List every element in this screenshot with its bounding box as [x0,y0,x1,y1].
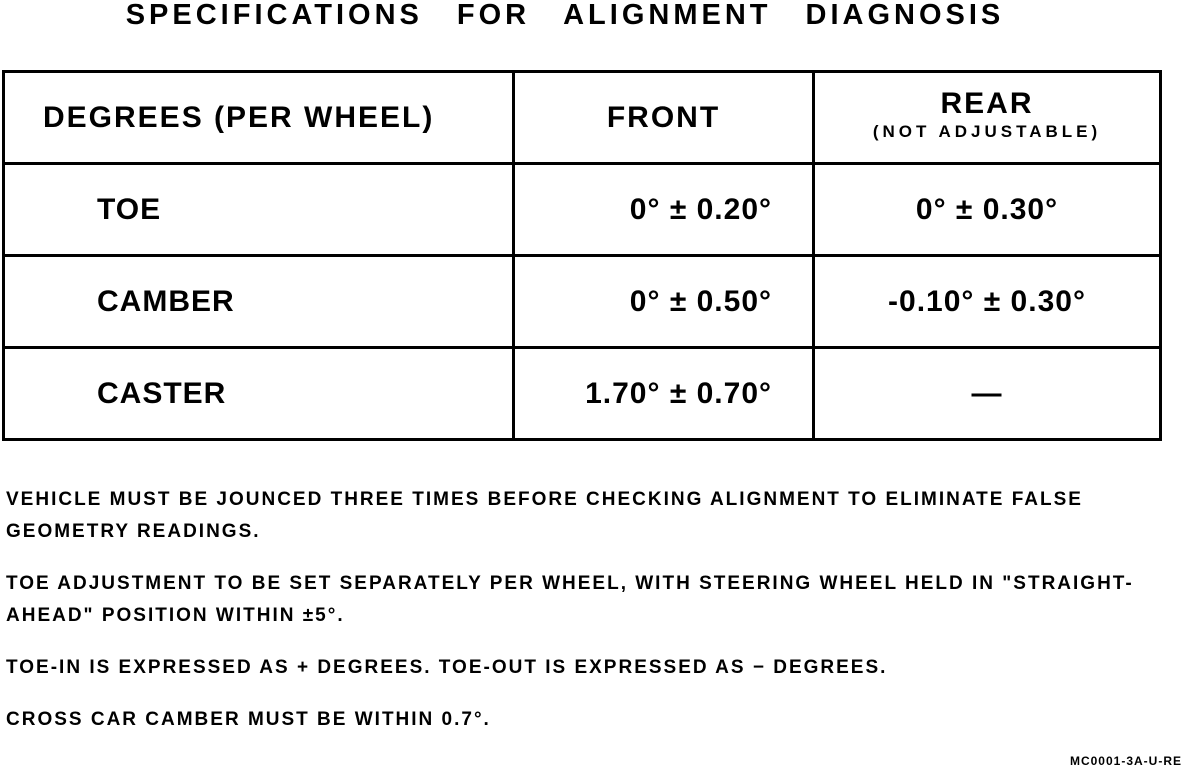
row-param-toe: TOE [4,164,514,256]
page-title: SPECIFICATIONS FOR ALIGNMENT DIAGNOSIS [125,0,1005,31]
camber-front-value: 0° ± 0.50° [514,256,814,348]
table-row [4,164,1161,256]
row-param-camber: CAMBER [4,256,514,348]
caster-rear-value: — [814,348,1161,440]
note-toe-adjustment: TOE ADJUSTMENT TO BE SET SEPARATELY PER WHEEL, WITH STEERING WHEEL HELD IN "STRAIGHT-AHEAD" POSITION WITHIN ±5°. [6,573,1134,626]
alignment-spec-table [2,70,1162,441]
table-header-row [4,72,1161,164]
header-rear: REAR [940,86,1034,120]
header-front: FRONT [514,72,814,164]
figure-reference-code: MC0001-3A-U-RE [1069,754,1182,768]
header-degrees-per-wheel: DEGREES (PER WHEEL) [4,72,514,164]
toe-rear-value: 0° ± 0.30° [814,164,1161,256]
header-rear-cell [814,72,1161,164]
notes-section [6,484,1186,756]
camber-rear-value: -0.10° ± 0.30° [814,256,1161,348]
caster-front-value: 1.70° ± 0.70° [514,348,814,440]
note-jounce: VEHICLE MUST BE JOUNCED THREE TIMES BEFORE CHECKING ALIGNMENT TO ELIMINATE FALSE GEOMETRY READINGS. [6,489,1083,542]
note-cross-camber: CROSS CAR CAMBER MUST BE WITHIN 0.7°. [6,709,491,730]
table-row [4,256,1161,348]
toe-front-value: 0° ± 0.20° [514,164,814,256]
row-param-caster: CASTER [4,348,514,440]
table-row [4,348,1161,440]
note-toe-sign: TOE-IN IS EXPRESSED AS + DEGREES. TOE-OUT IS EXPRESSED AS − DEGREES. [6,657,888,678]
header-rear-note: (NOT ADJUSTABLE) [872,121,1102,141]
